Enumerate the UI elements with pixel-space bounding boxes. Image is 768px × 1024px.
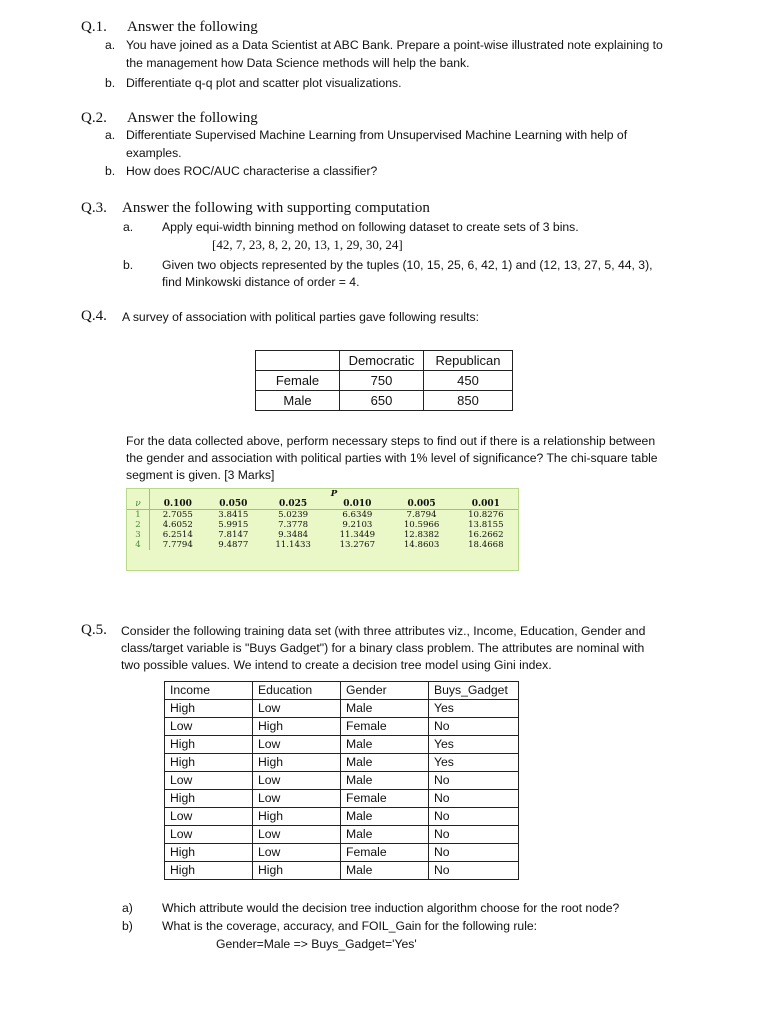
table-cell: 14.8603 xyxy=(403,540,440,550)
table-cell: 10.8276 xyxy=(468,510,504,520)
df-cell: 3 xyxy=(127,530,150,540)
q5a-text: Which attribute would the decision tree induction algorithm choose for the root node? xyxy=(162,901,620,915)
table-cell: Low xyxy=(253,736,341,754)
table-cell: 16.2662 xyxy=(468,530,504,540)
table-cell: 10.5966 xyxy=(403,520,440,530)
q2b-label: b. xyxy=(105,164,116,178)
table-header-cell: 0.010 xyxy=(325,499,389,510)
table-row xyxy=(165,736,519,754)
row-label-cell: Male xyxy=(256,391,340,411)
table-cell: 7.7794 xyxy=(162,540,193,550)
table-cell: Low xyxy=(165,826,253,844)
table-row xyxy=(165,808,519,826)
table-cell: Female xyxy=(341,844,429,862)
table-cell: 450 xyxy=(424,371,513,391)
table-row xyxy=(165,700,519,718)
table-cell: 750 xyxy=(340,371,424,391)
table-cell: Male xyxy=(341,862,429,880)
table-header-cell: Buys_Gadget xyxy=(429,682,519,700)
table-cell: High xyxy=(165,700,253,718)
table-header-cell: 0.050 xyxy=(206,499,261,510)
table-cell: 3.8415 xyxy=(218,510,249,520)
table-row xyxy=(127,540,518,550)
table-header-cell: 0.025 xyxy=(261,499,325,510)
df-cell: 2 xyxy=(127,520,150,530)
table-row xyxy=(165,826,519,844)
table-cell: Low xyxy=(253,790,341,808)
table-cell: Low xyxy=(253,700,341,718)
table-row xyxy=(165,772,519,790)
table-row xyxy=(127,520,518,530)
table-row xyxy=(127,489,518,499)
table-cell: 4.6052 xyxy=(162,520,193,530)
table-cell: High xyxy=(253,718,341,736)
q1b-text: Differentiate q-q plot and scatter plot visualizations. xyxy=(126,76,402,90)
q1a-text-line1: You have joined as a Data Scientist at ABC Bank. Prepare a point-wise illustrated note explaining to xyxy=(126,38,663,52)
table-row xyxy=(165,682,519,700)
table-cell: Female xyxy=(341,718,429,736)
q5a-label: a) xyxy=(122,901,133,915)
chi-square-table xyxy=(126,488,519,571)
table-cell xyxy=(256,351,340,371)
q2a-text-line2: examples. xyxy=(126,146,182,160)
table-cell: High xyxy=(165,754,253,772)
q5-number: Q.5. xyxy=(81,622,107,638)
party-survey-table xyxy=(255,350,513,411)
table-cell: 650 xyxy=(340,391,424,411)
table-cell: Low xyxy=(253,844,341,862)
table-cell: 2.7055 xyxy=(162,510,193,520)
q5b-text: What is the coverage, accuracy, and FOIL_Gain for the following rule: xyxy=(162,919,538,933)
table-cell: 9.2103 xyxy=(342,520,373,530)
table-cell: High xyxy=(165,736,253,754)
q3a-text: Apply equi-width binning method on following dataset to create sets of 3 bins. xyxy=(162,220,579,234)
row-label-cell: Female xyxy=(256,371,340,391)
table-cell: High xyxy=(165,844,253,862)
table-cell: No xyxy=(429,718,519,736)
p-label: P xyxy=(330,489,338,499)
table-header-cell: Gender xyxy=(341,682,429,700)
q2a-label: a. xyxy=(105,128,116,142)
table-cell: 7.3778 xyxy=(278,520,309,530)
table-cell: No xyxy=(429,790,519,808)
q3-number: Q.3. xyxy=(81,200,107,216)
table-row xyxy=(256,391,513,411)
df-cell: 4 xyxy=(127,540,150,550)
table-row xyxy=(256,351,513,371)
q5-text-line2: class/target variable is "Buys Gadget") for a binary class problem. The attributes are nominal with xyxy=(121,641,645,655)
q3b-text-line1: Given two objects represented by the tuples (10, 15, 25, 6, 42, 1) and (12, 13, 27, 5, 44, 3), xyxy=(162,258,653,272)
table-row xyxy=(165,754,519,772)
table-row xyxy=(256,371,513,391)
table-cell: Male xyxy=(341,808,429,826)
table-cell: Low xyxy=(165,718,253,736)
q2b-text: How does ROC/AUC characterise a classifier? xyxy=(126,164,378,178)
table-cell: Low xyxy=(165,808,253,826)
table-cell: No xyxy=(429,772,519,790)
table-cell: 6.6349 xyxy=(342,510,373,520)
q1b-label: b. xyxy=(105,76,116,90)
q4-title: A survey of association with political parties gave following results: xyxy=(122,310,479,324)
table-cell: 5.9915 xyxy=(218,520,249,530)
table-cell: 9.3484 xyxy=(278,530,309,540)
table-cell: Male xyxy=(341,700,429,718)
table-row xyxy=(165,718,519,736)
table-row xyxy=(165,844,519,862)
table-cell: 11.3449 xyxy=(339,530,376,540)
table-header-cell: 0.001 xyxy=(454,499,518,510)
q3b-label: b. xyxy=(123,258,134,272)
table-cell: 6.2514 xyxy=(162,530,193,540)
q4-paragraph-line2: the gender and association with political parties with 1% level of significance? The chi-square table xyxy=(126,451,658,465)
q1-title: Answer the following xyxy=(127,19,258,35)
table-cell: Yes xyxy=(429,700,519,718)
q2-number: Q.2. xyxy=(81,110,107,126)
table-cell: 7.8794 xyxy=(406,510,437,520)
table-cell: Male xyxy=(341,826,429,844)
table-cell: 13.2767 xyxy=(339,540,376,550)
q2a-text-line1: Differentiate Supervised Machine Learning from Unsupervised Machine Learning with help of xyxy=(126,128,628,142)
table-cell: Male xyxy=(341,754,429,772)
table-row xyxy=(165,790,519,808)
table-cell: 11.1433 xyxy=(275,540,311,550)
table-cell: No xyxy=(429,862,519,880)
q3a-label: a. xyxy=(123,220,134,234)
table-cell: High xyxy=(253,862,341,880)
q3a-dataset: [42, 7, 23, 8, 2, 20, 13, 1, 29, 30, 24] xyxy=(212,237,403,252)
table-cell: Male xyxy=(341,772,429,790)
table-cell: 9.4877 xyxy=(218,540,249,550)
q3b-text-line2: find Minkowski distance of order = 4. xyxy=(162,275,360,289)
table-cell: Low xyxy=(165,772,253,790)
df-label: ν xyxy=(127,499,150,510)
q5-text-line1: Consider the following training data set (with three attributes viz., Income, Education, Gender and xyxy=(121,624,646,638)
table-header-cell: Republican xyxy=(424,351,513,371)
table-row xyxy=(165,862,519,880)
table-row xyxy=(127,499,518,510)
table-cell: No xyxy=(429,808,519,826)
table-header-cell: Income xyxy=(165,682,253,700)
q4-paragraph-line3: segment is given. [3 Marks] xyxy=(126,468,275,482)
table-cell: No xyxy=(429,844,519,862)
q4-number: Q.4. xyxy=(81,308,107,324)
table-cell: Low xyxy=(253,772,341,790)
table-cell: 7.8147 xyxy=(218,530,249,540)
q1a-label: a. xyxy=(105,38,116,52)
q5-text-line3: two possible values. We intend to create a decision tree model using Gini index. xyxy=(121,658,552,672)
table-cell: High xyxy=(253,754,341,772)
table-header-cell: 0.100 xyxy=(150,499,206,510)
table-cell: 18.4668 xyxy=(468,540,504,550)
q2-title: Answer the following xyxy=(127,110,258,126)
table-row xyxy=(127,510,518,521)
q5b-label: b) xyxy=(122,919,133,933)
q1-number: Q.1. xyxy=(81,19,107,35)
q4-paragraph-line1: For the data collected above, perform necessary steps to find out if there is a relationship between xyxy=(126,434,656,448)
table-cell: Male xyxy=(341,736,429,754)
table-header-cell: Education xyxy=(253,682,341,700)
q3-title: Answer the following with supporting computation xyxy=(122,200,430,216)
table-header-cell: Democratic xyxy=(340,351,424,371)
q5b-rule: Gender=Male => Buys_Gadget='Yes' xyxy=(216,937,417,951)
table-cell: High xyxy=(165,862,253,880)
table-cell: No xyxy=(429,826,519,844)
table-cell: Yes xyxy=(429,736,519,754)
table-cell: 850 xyxy=(424,391,513,411)
table-cell: Low xyxy=(253,826,341,844)
q1a-text-line2: the management how Data Science methods will help the bank. xyxy=(126,56,470,70)
table-cell: Yes xyxy=(429,754,519,772)
table-row xyxy=(127,530,518,540)
table-header-cell: 0.005 xyxy=(389,499,453,510)
df-cell: 1 xyxy=(127,510,150,521)
table-cell: Female xyxy=(341,790,429,808)
table-cell: High xyxy=(253,808,341,826)
table-cell: 5.0239 xyxy=(278,510,309,520)
table-cell: High xyxy=(165,790,253,808)
training-data-table xyxy=(164,681,519,880)
table-cell: 12.8382 xyxy=(403,530,440,540)
table-cell: 13.8155 xyxy=(468,520,504,530)
